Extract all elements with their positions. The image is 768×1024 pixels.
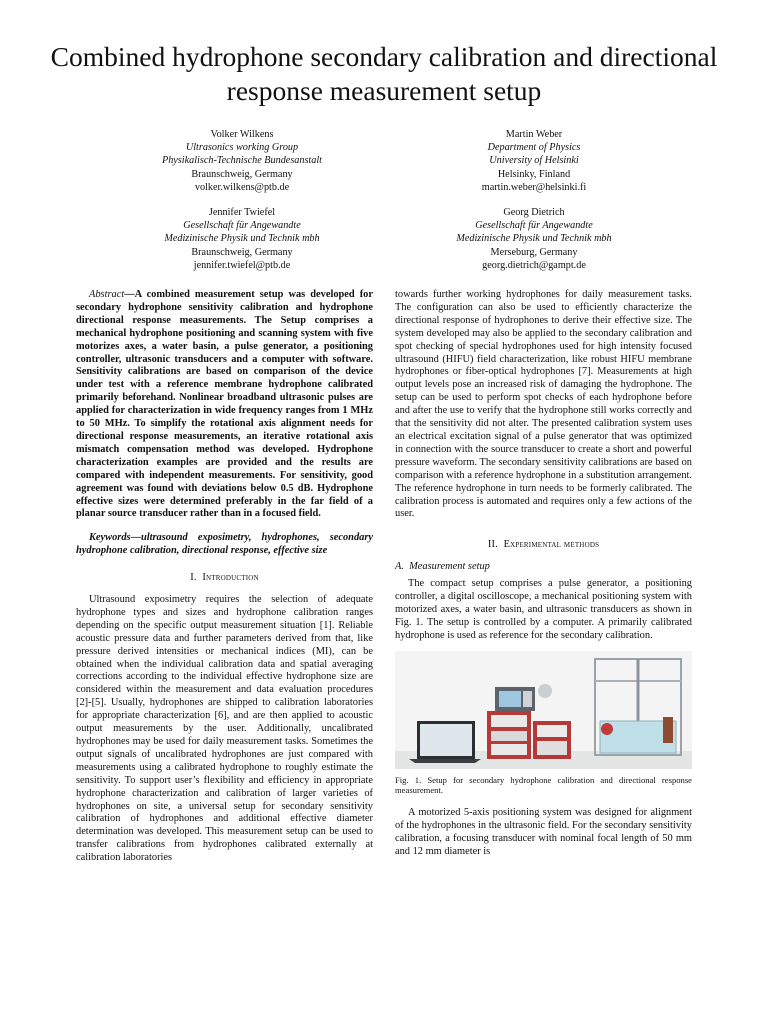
figure-1-caption: Fig. 1. Setup for secondary hydrophone calibration and directional response measurement.: [395, 774, 692, 796]
subsection-number: A.: [395, 561, 404, 573]
author-affiliation: Physikalisch-Technische Bundesanstalt: [161, 155, 323, 167]
author-affiliation: Gesellschaft für Angewandte: [475, 220, 593, 232]
abstract-lead: Abstract: [89, 289, 125, 300]
author-affiliation: University of Helsinki: [489, 155, 579, 167]
author-affiliation: Ultrasonics working Group: [185, 142, 299, 154]
right-column: [395, 289, 692, 859]
author-3: [92, 206, 392, 272]
figure-1-photo: [395, 651, 692, 769]
intro-paragraph-continued: towards further working hydrophones for daily measurement tasks. The configuration can also be used to efficiently characterize the directional response of hydrophones to derive their effective size. The system developed may also be applied to the secondary calibration and spot checking of special hydrophones used for high intensity focused ultrasound (HIFU) field characterization, like robust HIFU membrane hydrophones or fiber-optical hydrophones [7]. Measurements at high output levels pose an increased risk of damaging the hydrophone. The setup can be used to perform spot checks of each hydrophone before and after the use to verify that the hydrophone still works correctly and that the sensitivity did not alter. The presented calibration system uses an electrical excitation signal of a pulse generator that was optimized in connection with the source transducer to create a short and powerful pressure waveform. The secondary sensitivity calibrations are based on comparison with a reference hydrophone in a substitution arrangement. The reference hydrophone in turn needs to be formerly calibrated. The calibration process is automated and requires only a few actions of the user.: [395, 289, 692, 520]
author-email: martin.weber@helsinki.fi: [481, 181, 587, 193]
section-number: I.: [190, 572, 197, 584]
author-affiliation: Medizinische Physik und Technik mbh: [164, 233, 320, 245]
author-4: [384, 206, 684, 272]
author-name: Martin Weber: [505, 129, 563, 140]
section-heading-experimental-methods: [395, 539, 692, 552]
author-location: Merseburg, Germany: [490, 246, 578, 258]
author-email: georg.dietrich@gampt.de: [482, 259, 586, 271]
section-number: II.: [487, 539, 498, 551]
author-affiliation: Medizinische Physik und Technik mbh: [456, 233, 612, 245]
author-affiliation: Gesellschaft für Angewandte: [183, 220, 301, 232]
setup-paragraph: The compact setup comprises a pulse generator, a positioning controller, a digital oscilloscope, a mechanical positioning system with motorized axes, a water basin, and ultrasonic transducers as shown in Fig. 1. The setup is controlled by a computer. A primarily calibrated hydrophone is used as reference for the secondary calibration.: [395, 578, 692, 641]
section-heading-introduction: [76, 572, 373, 585]
author-email: volker.wilkens@ptb.de: [194, 181, 290, 193]
laptop-icon: [409, 721, 481, 763]
author-location: Helsinky, Finland: [497, 168, 571, 180]
abstract: [76, 289, 373, 521]
author-name: Jennifer Twiefel: [208, 207, 276, 218]
author-name: Volker Wilkens: [210, 129, 274, 140]
subsection-title: Measurement setup: [409, 561, 490, 573]
author-location: Braunschweig, Germany: [191, 246, 293, 258]
abstract-text: —A combined measurement setup was developed for secondary hydrophone sensitivity calibration and hydrophone directional response measurements. The Setup comprises a mechanical hydrophone positioning and scanning system with five motorizes axes, a water basin, a pulse generator, a positioning controller, ultrasonic transducers and a computer with software. Sensitivity calibrations are based on comparison of the device under test with a reference membrane hydrophone calibrated primarily beforehand. Nonlinear broadband ultrasonic pulses are applied for characterization in wide frequency ranges from 1 MHz to 50 MHz. To simplify the rotational axis alignment needs for directional response measurements, an iterative rotational axis mismatch compensation method was developed. Hydrophone characterization examples are provided and the results are compared with independent measurements. For sensitivity, good agreement was found with deviations below 0.5 dB. Hydrophone effective sizes were determined preferably in the far field of a planar source transducer rather than in a focused field.: [76, 289, 373, 520]
intro-paragraph: Ultrasound exposimetry requires the selection of adequate hydrophone types and sizes and hydrophone calibration ranges depending on the specific output measurement situation [1]. Reliable acoustic pressure data and further parameters derived from that, like pressure derived intensities or mechanical indices (MI), can be obtained when the individual calibration data and spatial averaging corrections according to the individual effective hydrophone size are considered within the measurement and data evaluation procedures [2]-[5]. Usually, hydrophones are shipped to calibration laboratories for appropriate characterization [6], and are then applied to acoustic output measurements by the user. Additionally, uncalibrated hydrophones may be used for daily measurement tasks. Sometimes the output signals of uncalibrated hydrophones are just compared with measurements using a calibrated hydrophone to roughly estimate the sensitivity. To support user’s flexibility and efficiency in appropriate hydrophone characterization and calibration of larger varieties of hydrophones on site, a universal setup for secondary sensitivity calibration of hydrophones and additional effective diameter determination was developed. This measurement setup can be used to transfer calibrations from hydrophones calibrated externally at calibration laboratories: [76, 594, 373, 864]
author-email: jennifer.twiefel@ptb.de: [193, 259, 291, 271]
section-title: Experimental methods: [503, 539, 600, 551]
author-name: Georg Dietrich: [503, 207, 565, 218]
author-affiliation: Department of Physics: [487, 142, 581, 154]
author-2: [384, 128, 684, 194]
setup-photo-illustration: [395, 651, 692, 769]
keywords: Keywords—ultrasound exposimetry, hydrophones, secondary hydrophone calibration, directional response, effective size: [76, 532, 373, 557]
subsection-heading-measurement-setup: [395, 561, 692, 574]
author-1: [92, 128, 392, 194]
left-column: [76, 289, 373, 865]
section-title: Introduction: [202, 572, 259, 584]
author-location: Braunschweig, Germany: [191, 168, 293, 180]
paper-title: Combined hydrophone secondary calibration and directional response measurement setup: [50, 41, 718, 106]
setup-paragraph-2: A motorized 5-axis positioning system was designed for alignment of the hydrophones in the ultrasonic field. For the secondary sensitivity calibration, a focusing transducer with nominal focal length of 50 mm and 12 mm diameter is: [395, 807, 692, 858]
